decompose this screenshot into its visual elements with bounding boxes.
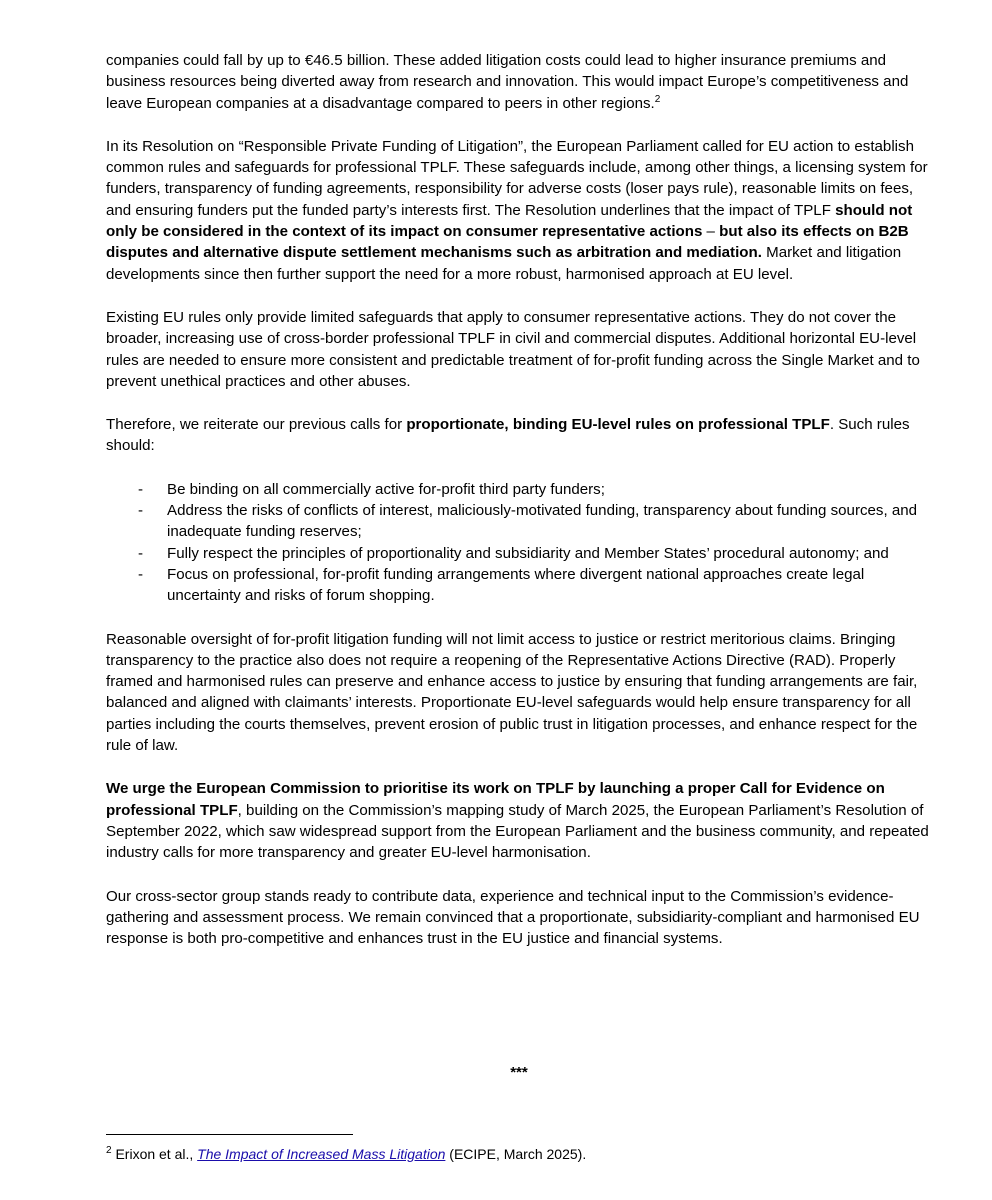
paragraph-cross-sector-group: Our cross-sector group stands ready to contribute data, experience and technical input to the Commission’s evidence-gathering and assessment process. We remain convinced that a proportionate, subsidiarity-compliant and harmonised EU response is both pro-competitive and enhances trust in the EU justice and financial systems. xyxy=(106,887,920,948)
section-separator: *** xyxy=(510,1064,528,1081)
dash-bullet: - xyxy=(138,502,144,520)
footnote-divider xyxy=(106,1134,353,1135)
dash-bullet: - xyxy=(138,544,144,562)
paragraph-litigation-costs: companies could fall by up to €46.5 billion. These added litigation costs could lead to higher insurance premiums and business resources being diverted away from research and innovation. This would impact Europe’s competitiveness and leave European companies at a disadvantage compared to peers in other regions.$^2$ xyxy=(106,52,909,112)
footnote: $^2$ Erixon et al., The Impact of Increased Mass Litigation (ECIPE, March 2025). xyxy=(106,1145,587,1162)
paragraph-existing-rules: Existing EU rules only provide limited safeguards that apply to consumer representative actions. They do not cover the broader, increasing use of cross-border professional TPLF in civil and commercial disputes. Additional horizontal EU-level rules are needed to ensure more consistent and predictable treatment of for-profit funding across the Single Market and to prevent unethical practices and other abuses. xyxy=(106,308,920,390)
paragraph-reasonable-oversight: Reasonable oversight of for-profit litigation funding will not limit access to justice or restrict meritorious claims. Bringing transparency to the practice also does not require a reopening of the Representative Actions Directive (RAD). Properly framed and harmonised rules can preserve and enhance access to justice by ensuring that funding arrangements are fair, balanced and aligned with claimants’ interests. Proportionate EU-level safeguards would help ensure transparency for all parties including the courts themselves, prevent erosion of public trust in litigation processes, and enhance respect for the rule of law. xyxy=(106,630,918,755)
footnote-number: 2 xyxy=(106,1145,112,1156)
list-item: - Fully respect the principles of proportionality and subsidiarity and Member States’ procedural autonomy; and xyxy=(106,543,932,564)
footnote-reference[interactable]: 2 xyxy=(654,93,661,105)
paragraph-ep-resolution: In its Resolution on “Responsible Private Funding of Litigation”, the European Parliament called for EU action to establish common rules and safeguards for professional TPLF. These safeguards include, among other things, a licensing system for funders, transparency of funding agreements, responsibility for adverse costs (loser pays rule), reasonable limits on fees, and ensuring funders put the funded party’s interests first. The Resolution underlines that the impact of TPLF should not only be considered in the context of its impact on consumer representative actions – but also its effects on B2B disputes and alternative dispute settlement mechanisms such as arbitration and mediation. Market and litigation developments since then further support the need for a more robust, harmonised approach at EU level. xyxy=(106,137,928,283)
dash-bullet: - xyxy=(138,480,144,498)
rules-list xyxy=(106,479,932,607)
list-item: - Focus on professional, for-profit funding arrangements where divergent national approaches create legal uncertainty and risks of forum shopping. xyxy=(138,565,865,605)
list-item: - Be binding on all commercially active for-profit third party funders; xyxy=(106,479,932,500)
document-body xyxy=(106,50,932,1081)
paragraph-urge-commission: We urge the European Commission to prioritise its work on TPLF by launching a proper Call for Evidence on professional TPLF, building on the Commission’s mapping study of March 2025, the European Parliament’s Resolution of September 2022, which saw widespread support from the European Parliament and the business community, and repeated industry calls for more transparency and greater EU-level harmonisation. xyxy=(106,780,929,862)
footnote-link[interactable]: The Impact of Increased Mass Litigation xyxy=(197,1146,446,1162)
dash-bullet: - xyxy=(138,565,144,583)
paragraph-reiterate-calls: Therefore, we reiterate our previous calls for proportionate, binding EU-level rules on professional TPLF. Such rules should: xyxy=(106,416,910,455)
list-item: - Address the risks of conflicts of interest, maliciously-motivated funding, transparency about funding sources, and inadequate funding reserves; xyxy=(138,502,918,541)
